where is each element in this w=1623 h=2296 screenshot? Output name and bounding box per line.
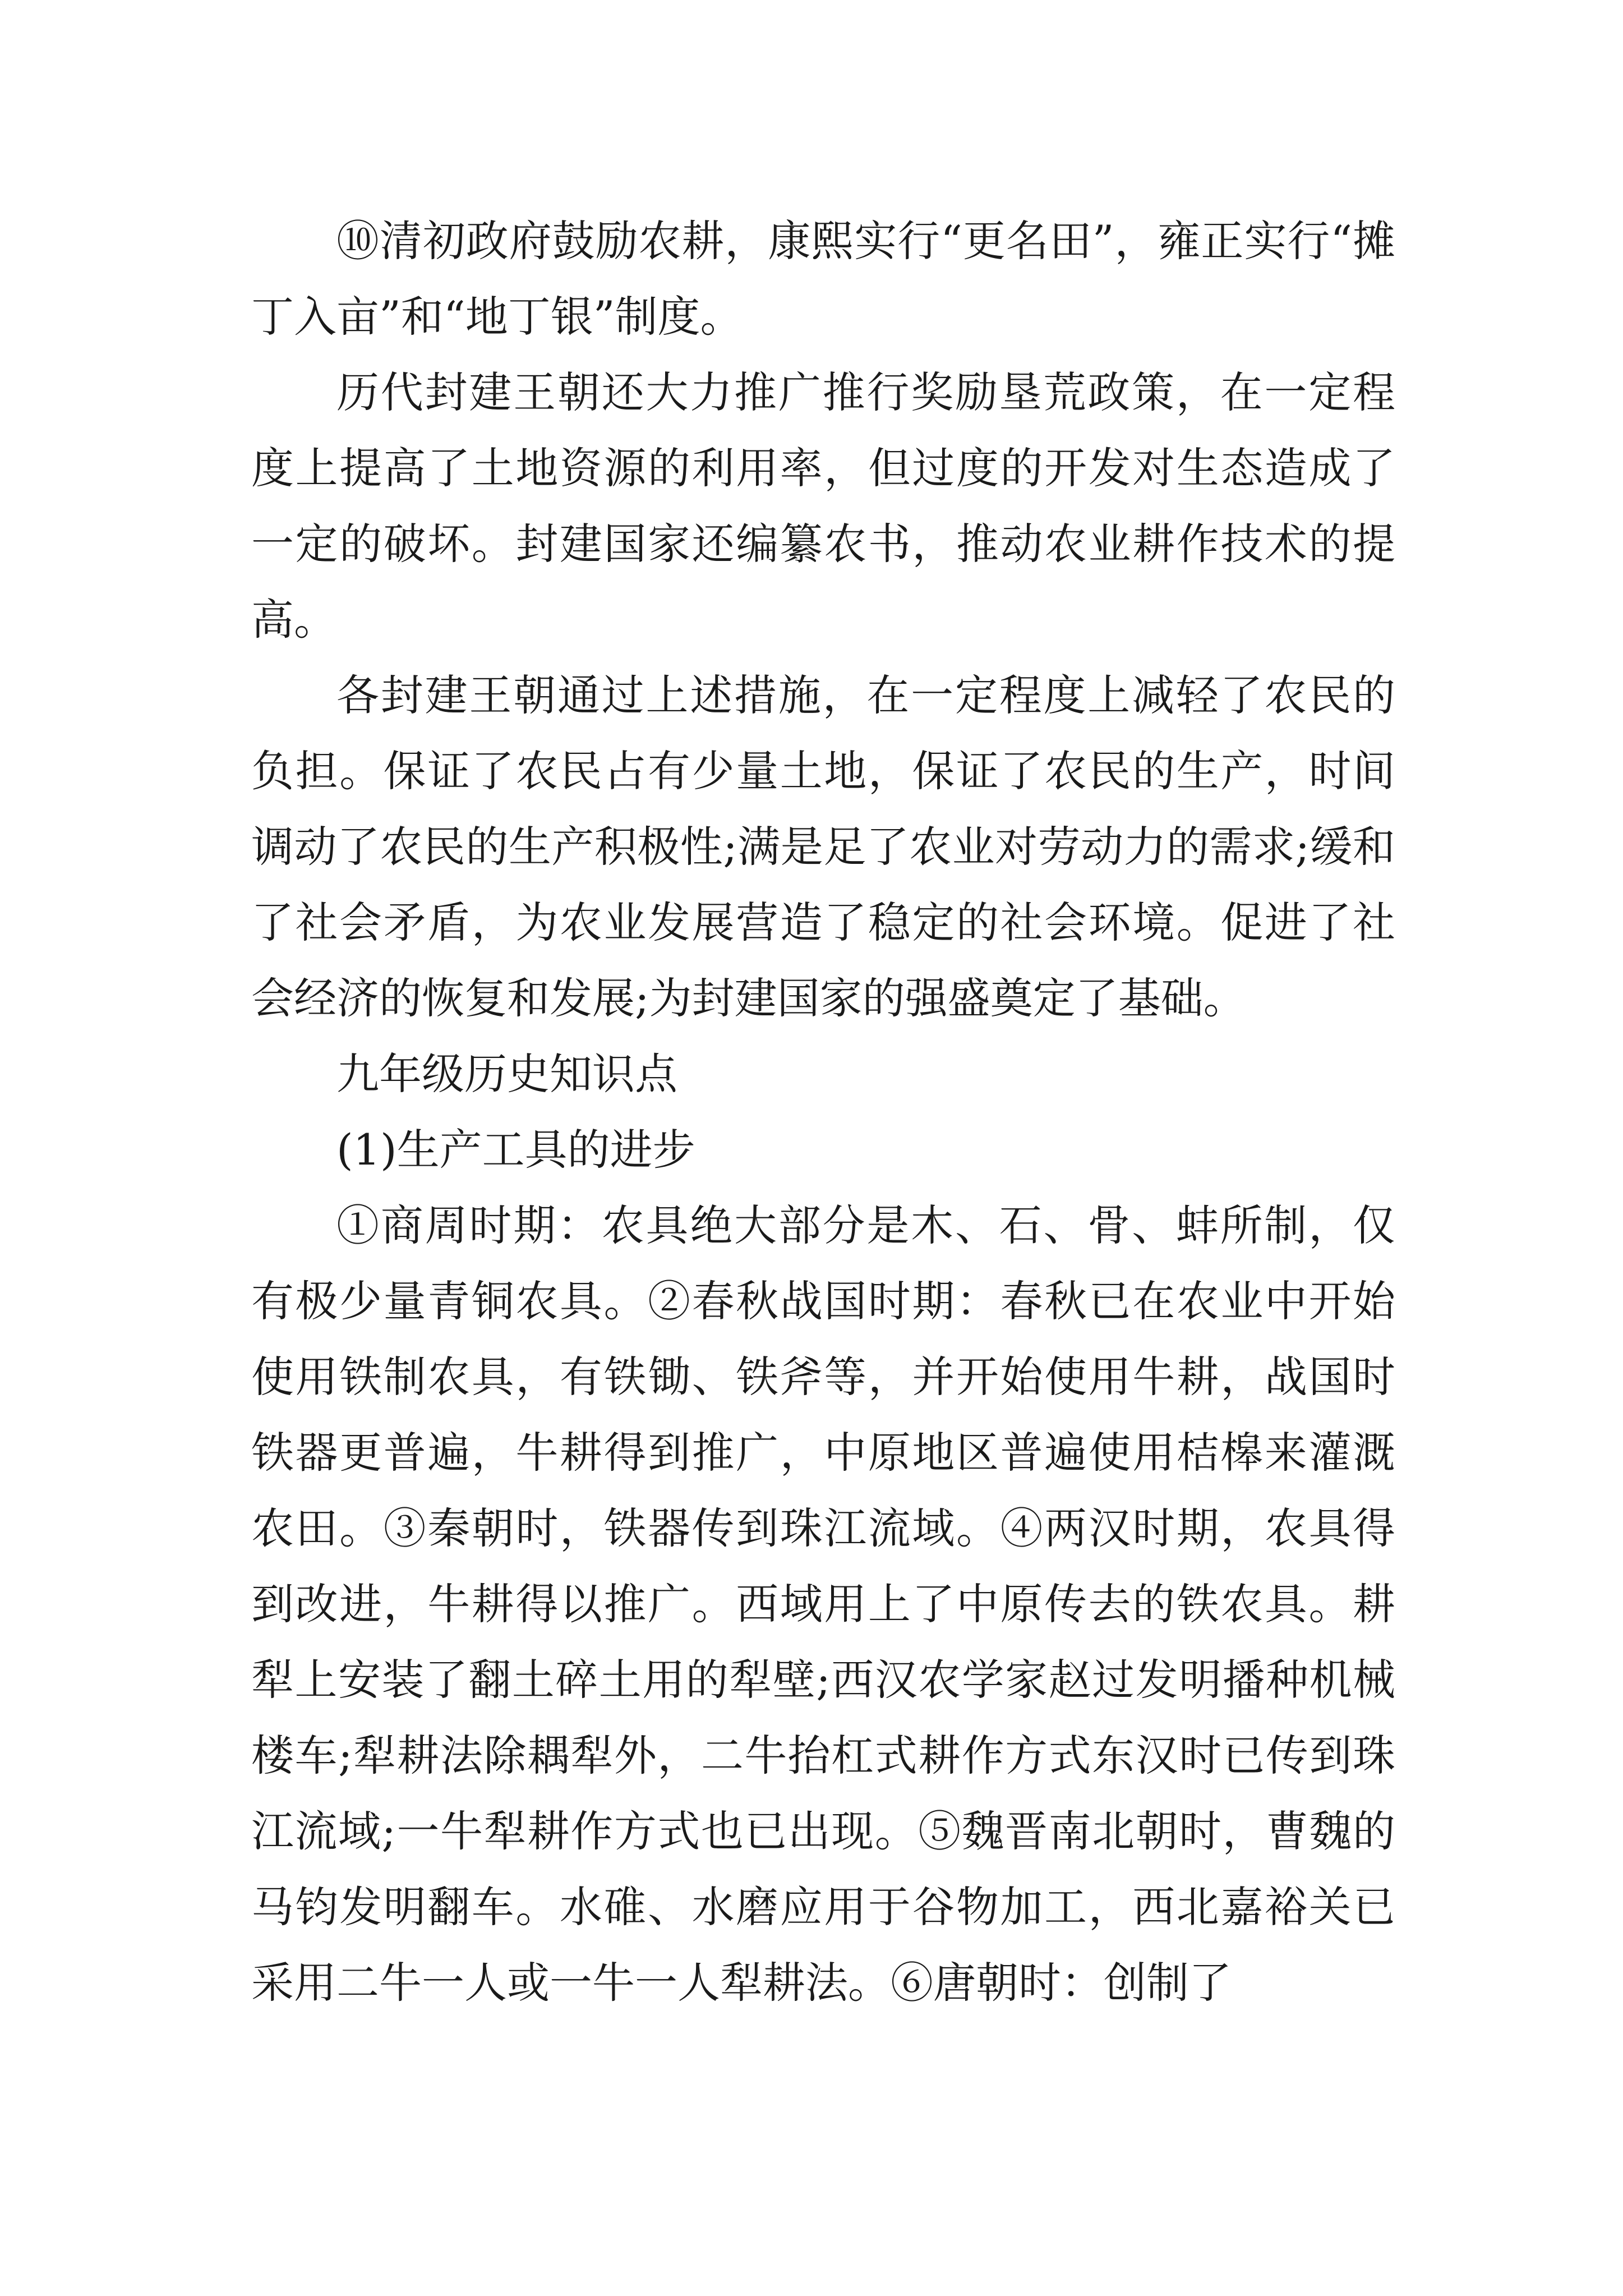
document-page <box>251 203 1395 2021</box>
paragraph-land-reclamation: 历代封建王朝还大力推广推行奖励垦荒政策，在一定程度上提高了土地资源的利用率，但过度的开发对生态造成了一定的破坏。封建国家还编纂农书，推动农业耕作技术的提高。 <box>251 367 1395 645</box>
section-title: 九年级历史知识点 <box>336 1049 677 1099</box>
paragraph-qing-policy: ⑩清初政府鼓励农耕，康熙实行“更名田”，雍正实行“摊丁入亩”和“地丁银”制度。 <box>251 216 1395 342</box>
paragraph-tools-progress: ①商周时期：农具绝大部分是木、石、骨、蚌所制，仅有极少量青铜农具。②春秋战国时期：春秋已在农业中开始使用铁制农具，有铁锄、铁斧等，并开始使用牛耕，战国时铁器更普遍，牛耕得到推广，中原地区普遍使用桔槔来灌溉农田。③秦朝时，铁器传到珠江流域。④两汉时期，农具得到改进，牛耕得以推广。西域用上了中原传去的铁农具。耕犁上安装了翻土碎土用的犁壁;西汉农学家赵过发明播种机械楼车;犁耕法除耦犁外，二牛抬杠式耕作方式东汉时已传到珠江流域;一牛犁耕作方式也已出现。⑤魏晋南北朝时，曹魏的马钧发明翻车。水碓、水磨应用于谷物加工，西北嘉裕关已采用二牛一人或一牛一人犁耕法。⑥唐朝时：创制了 <box>251 1200 1395 2008</box>
paragraph-measures-effects: 各封建王朝通过上述措施，在一定程度上减轻了农民的负担。保证了农民占有少量土地，保证了农民的生产，时间调动了农民的生产积极性;满是足了农业对劳动力的需求;缓和了社会矛盾，为农业发展营造了稳定的社会环境。促进了社会经济的恢复和发展;为封建国家的强盛奠定了基础。 <box>251 670 1395 1023</box>
subsection-title: (1)生产工具的进步 <box>336 1125 695 1175</box>
